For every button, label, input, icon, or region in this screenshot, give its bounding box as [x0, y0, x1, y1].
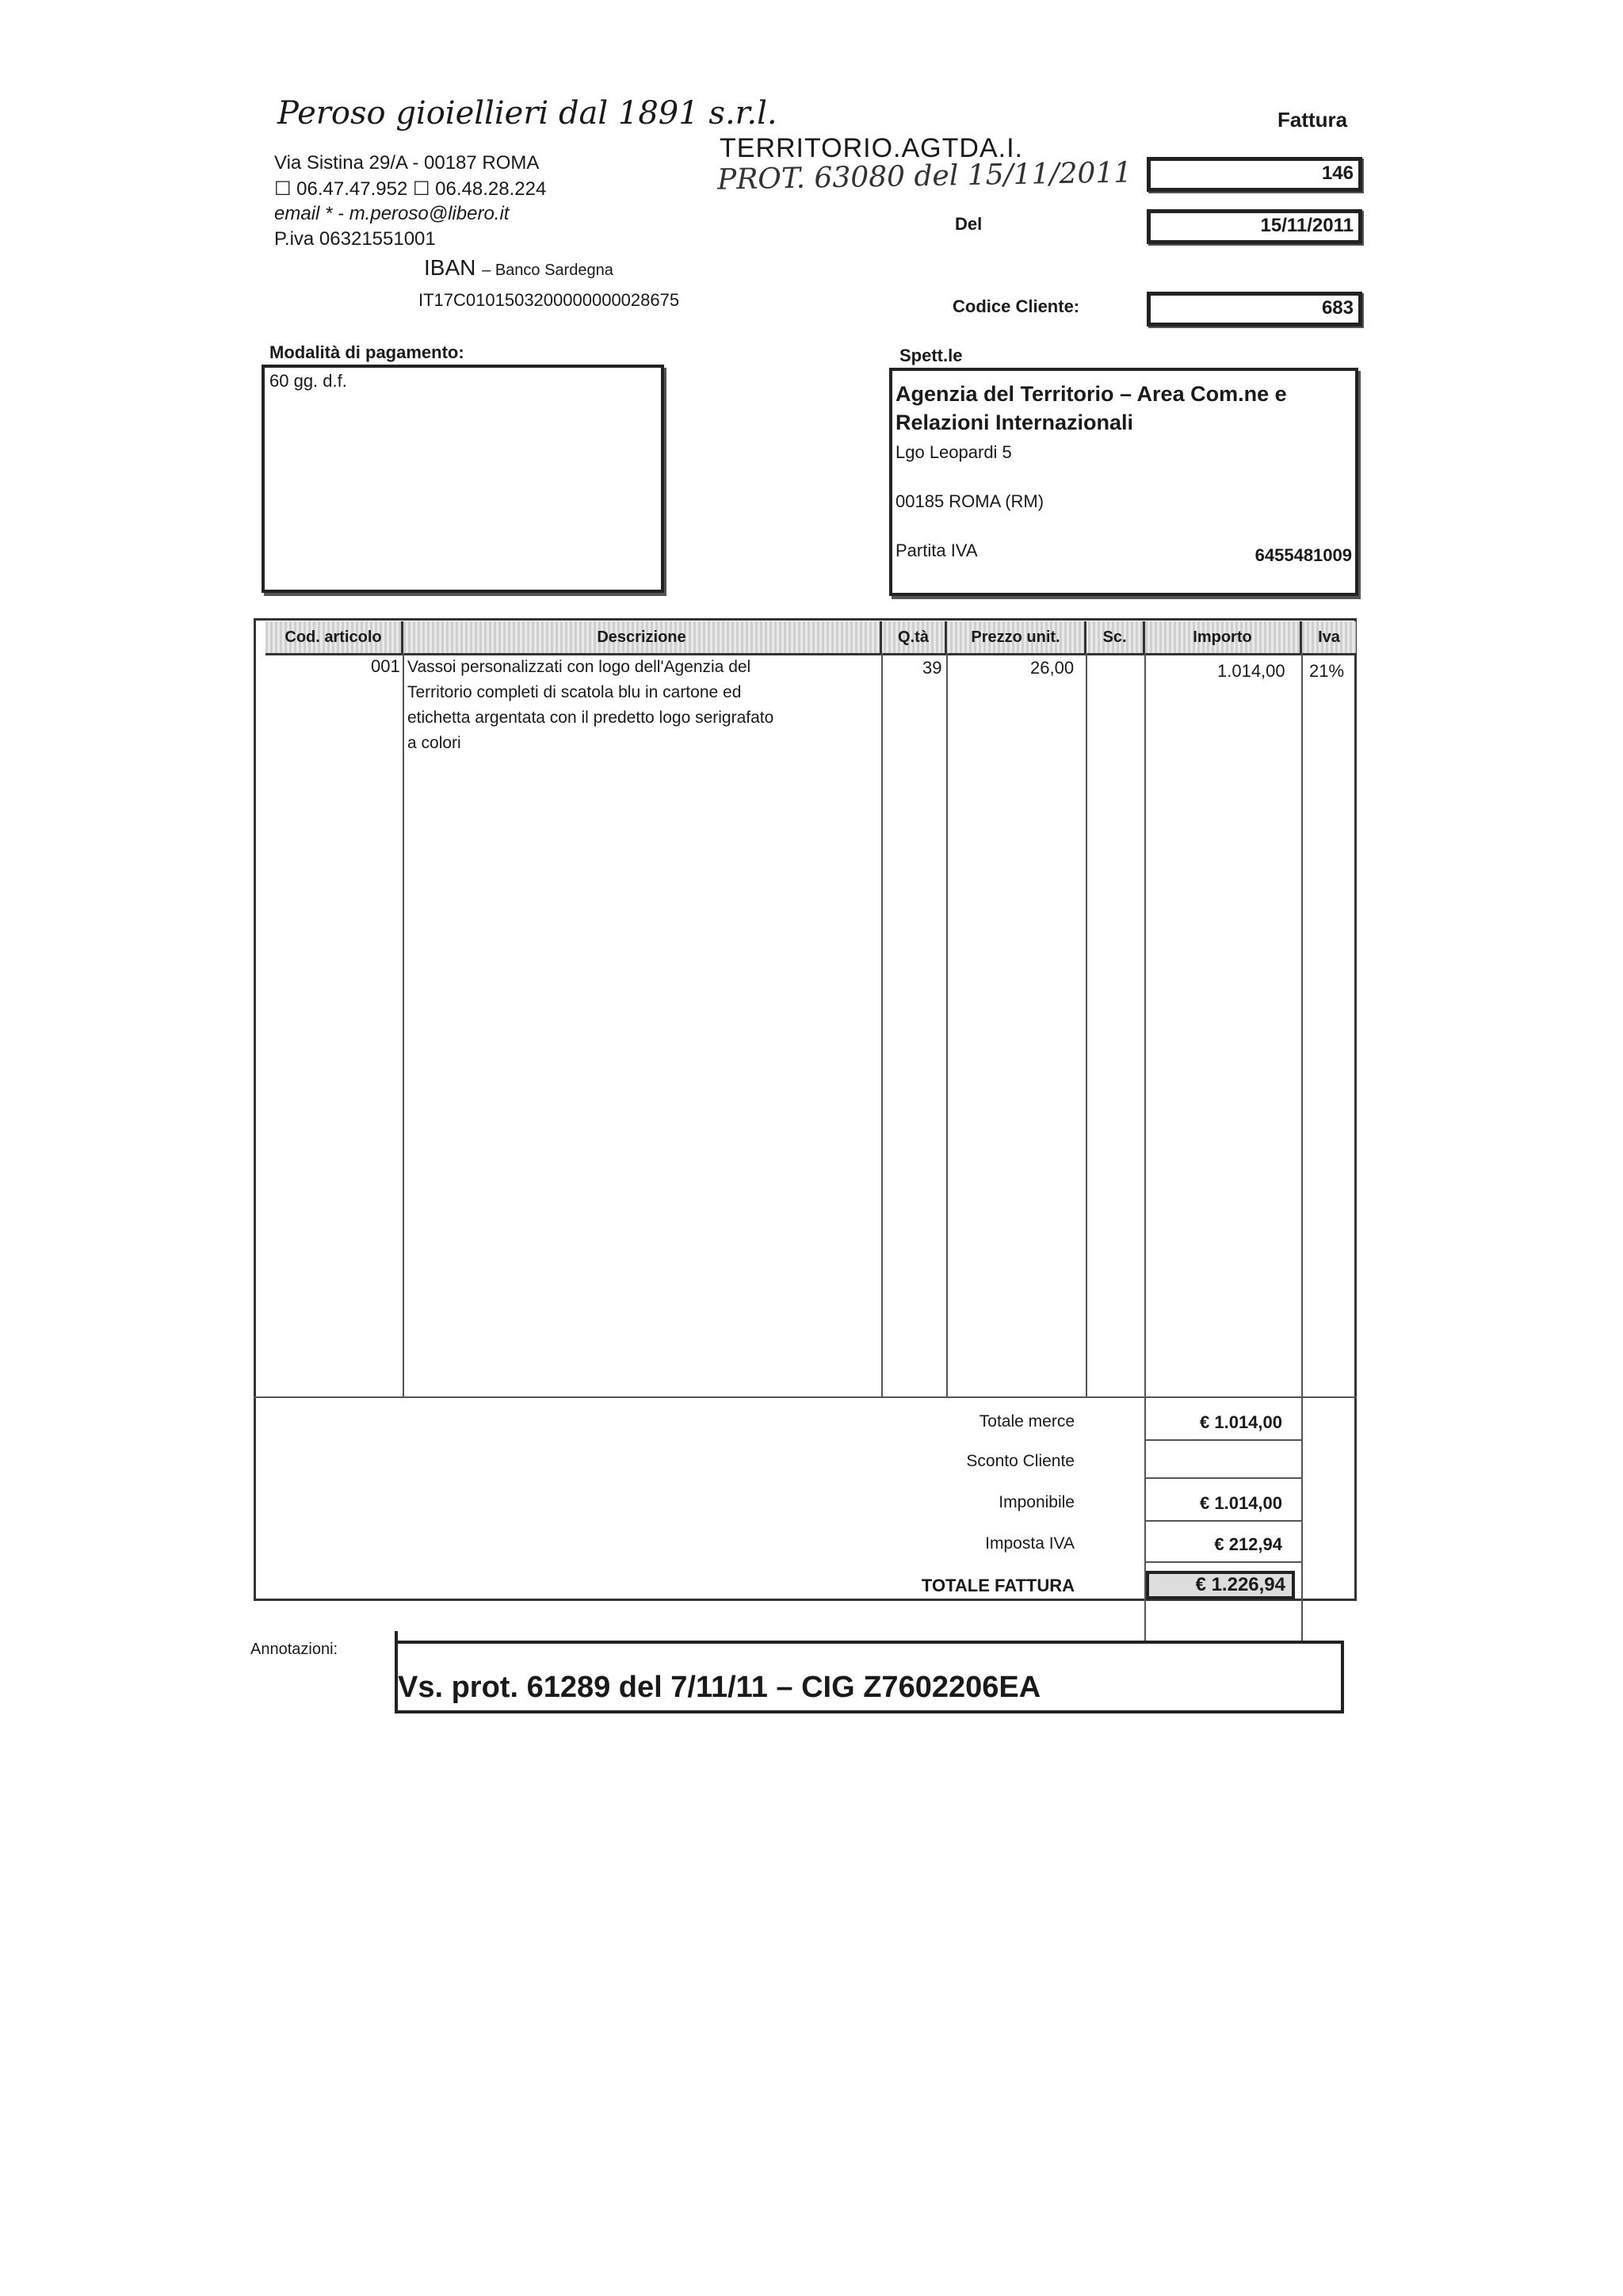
notes-label: Annotazioni: [250, 1641, 338, 1658]
client-code-label: Codice Cliente: [953, 296, 1080, 316]
col-header-amount: Importo [1145, 621, 1302, 653]
invoice-date: 15/11/2011 [1260, 215, 1354, 236]
row-unit-price: 26,00 [1030, 658, 1075, 678]
totals-rule [1144, 1520, 1303, 1522]
recipient-vat-label: Partita IVA [896, 541, 978, 560]
seller-address: Via Sistina 29/A - 00187 ROMA [274, 152, 540, 174]
col-header-qty: Q.tà [882, 621, 947, 653]
recipient-city: 00185 ROMA (RM) [896, 491, 1044, 511]
seller-iban-label [424, 255, 613, 281]
notes-text: Vs. prot. 61289 del 7/11/11 – CIG Z7602206EA [398, 1671, 1041, 1704]
invoice-date-field [1147, 209, 1362, 244]
recipient-name-line2: Relazioni Internazionali [896, 411, 1134, 434]
invoice-number: 146 [1321, 162, 1354, 184]
items-table [254, 618, 1357, 1601]
col-rule [1301, 653, 1303, 1644]
items-table-header [265, 621, 1356, 655]
totals-rule [1144, 1477, 1303, 1479]
protocol-stamp-line2: PROT. 63080 del 15/11/2011 [716, 156, 1132, 197]
row-qty: 39 [922, 658, 942, 678]
col-rule [946, 653, 948, 1398]
seller-iban: IT17C0101503200000000028675 [418, 290, 680, 310]
col-rule [881, 653, 883, 1398]
recipient-label: Spett.le [899, 346, 963, 365]
totals-rule [1144, 1561, 1303, 1563]
total-merce-label: Totale merce [979, 1412, 1075, 1431]
total-merce: € 1.014,00 [1200, 1412, 1282, 1432]
imposta-iva: € 212,94 [1214, 1534, 1282, 1554]
payment-box [262, 365, 664, 593]
recipient-box [889, 368, 1358, 596]
invoice-title: Fattura [1277, 108, 1348, 132]
col-header-unit-price: Prezzo unit. [947, 621, 1086, 653]
iban-bank: – Banco Sardegna [482, 262, 613, 279]
recipient-street: Lgo Leopardi 5 [896, 442, 1012, 462]
row-description [407, 655, 773, 756]
imponibile: € 1.014,00 [1200, 1493, 1282, 1513]
description-line: etichetta argentata con il predetto logo serigrafato [407, 709, 774, 727]
seller-vat: P.iva 06321551001 [274, 228, 436, 250]
totals-rule [1144, 1439, 1303, 1441]
seller-email: email * - m.peroso@libero.it [274, 203, 510, 224]
protocol-stamp-line1: TERRITORIO.AGTDA.I. [720, 133, 1023, 163]
col-header-vat: Iva [1318, 628, 1340, 646]
description-line: Territorio completi di scatola blu in cartone ed [407, 683, 742, 701]
description-line: a colori [407, 734, 461, 752]
col-header-description: Descrizione [403, 621, 882, 653]
seller-phones: ☐ 06.47.47.952 ☐ 06.48.28.224 [274, 178, 547, 200]
seller-logo: Peroso gioiellieri dal 1891 s.r.l. [277, 95, 777, 132]
payment-label: Modalità di pagamento: [269, 342, 464, 362]
imposta-iva-label: Imposta IVA [985, 1534, 1075, 1553]
col-header-code: Cod. articolo [265, 621, 403, 653]
row-amount: 1.014,00 [1217, 661, 1285, 681]
imponibile-label: Imponibile [999, 1493, 1075, 1511]
sconto-label: Sconto Cliente [966, 1452, 1075, 1470]
payment-value: 60 gg. d.f. [269, 371, 347, 391]
description-line: Vassoi personalizzati con logo dell'Agenzia del [407, 658, 751, 676]
invoice-date-label: Del [955, 214, 983, 234]
totale-fattura-label: TOTALE FATTURA [921, 1576, 1075, 1595]
col-rule [1086, 653, 1087, 1398]
recipient-vat: 6455481009 [1254, 545, 1352, 565]
totale-fattura: € 1.226,94 [1146, 1571, 1295, 1599]
row-code: 001 [371, 656, 400, 676]
iban-label: IBAN [424, 255, 476, 280]
col-rule [403, 653, 404, 1398]
table-rule [254, 1396, 1357, 1398]
client-code-field [1147, 292, 1362, 327]
client-code: 683 [1321, 297, 1354, 319]
recipient-name-line1: Agenzia del Territorio – Area Com.ne e [896, 382, 1287, 406]
col-header-discount: Sc. [1086, 621, 1145, 653]
invoice-number-field [1147, 157, 1362, 192]
row-vat: 21% [1309, 661, 1345, 681]
